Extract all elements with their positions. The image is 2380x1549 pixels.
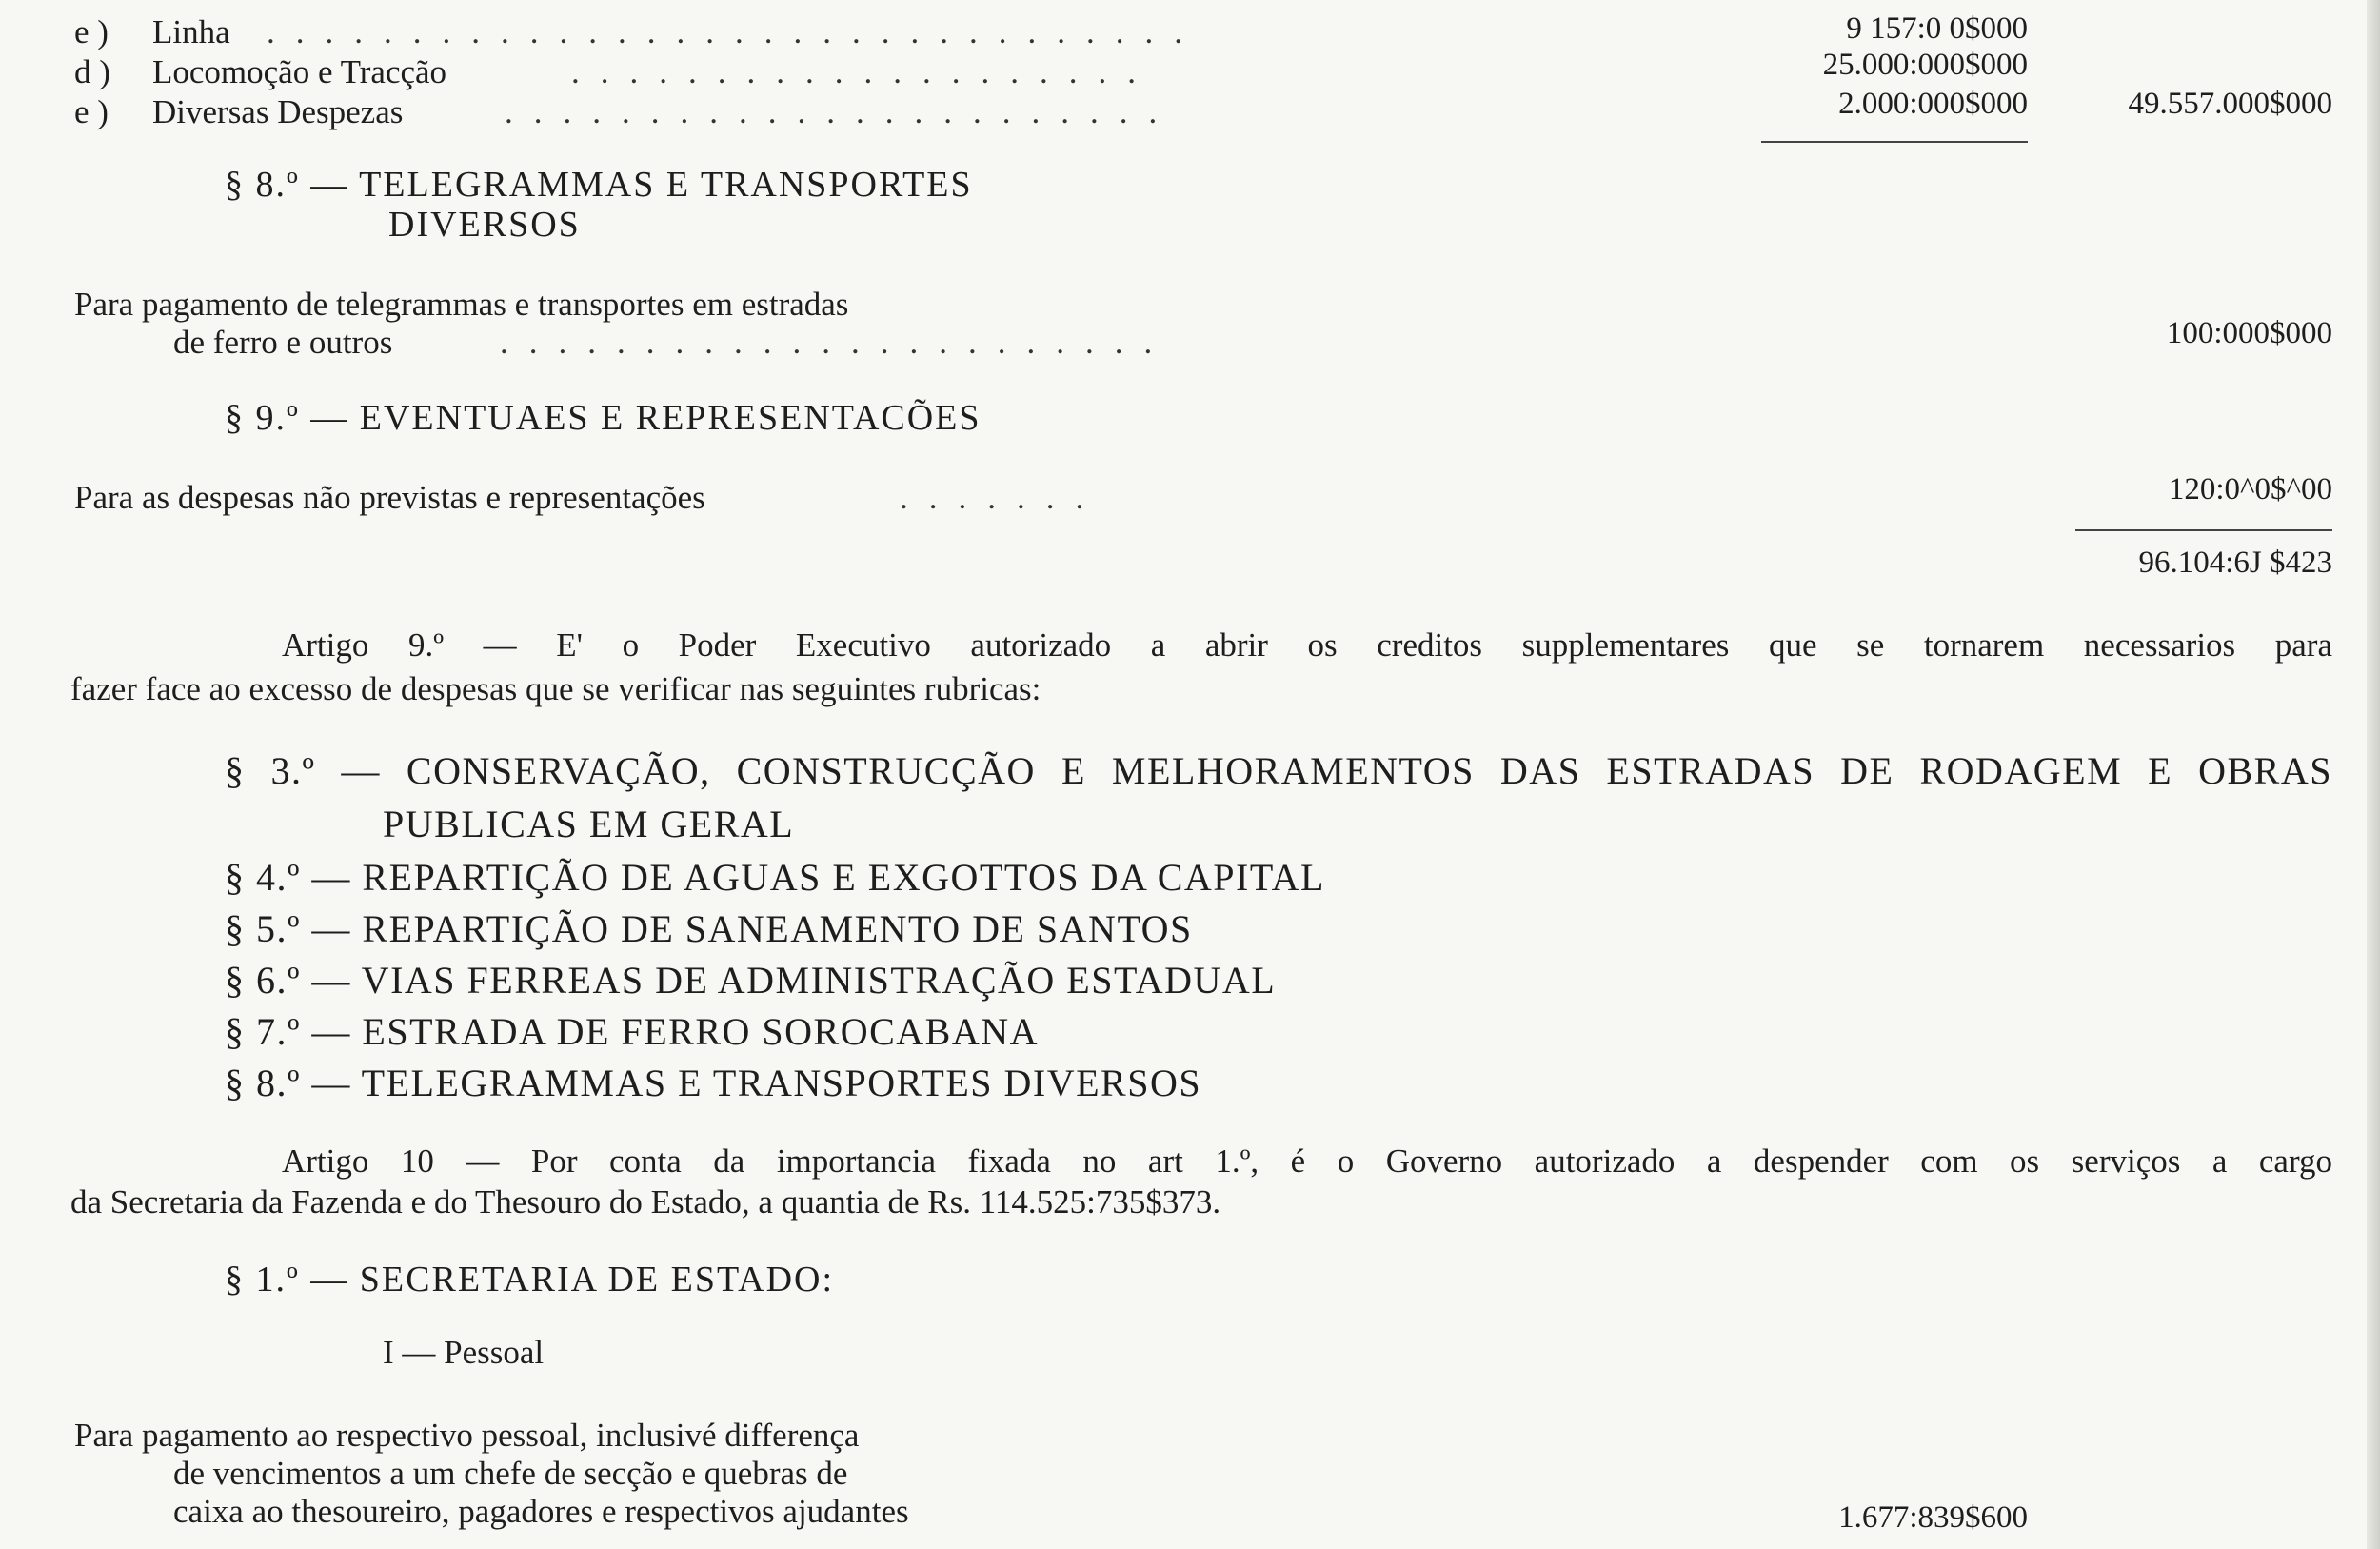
section-1-title: § 1.º — SECRETARIA DE ESTADO: [225, 1260, 835, 1300]
artigo-10-line1: Artigo 10 — Por conta da importancia fixada no art 1.º, é o Governo autorizado a despender com os serviços a cargo [282, 1142, 2332, 1180]
artigo-10-line2: da Secretaria da Fazenda e do Thesouro do Estado, a quantia de Rs. 114.525:735$373. [70, 1183, 1221, 1221]
amount-linha: 9 157:0 0$000 [1846, 11, 2028, 46]
item-label-diversas: Diversas Despezas [152, 93, 404, 130]
section-8-amount: 100:000$000 [2166, 316, 2332, 350]
leader-dots: ....................... [505, 93, 1179, 130]
section-9-amount: 120:0^0$^00 [2168, 472, 2332, 506]
rubrica-4: § 4.º — REPARTIÇÃO DE AGUAS E EXGOTTOS DA CAPITAL [225, 856, 1325, 899]
sum-rule [1761, 141, 2028, 143]
rubrica-3-cont: PUBLICAS EM GERAL [383, 803, 795, 845]
leader-dots: ....................... [500, 324, 1174, 361]
section-8-desc: Para pagamento de telegrammas e transportes em estradas [74, 286, 849, 323]
section-8-title-cont: DIVERSOS [388, 205, 581, 245]
item-label-linha: Linha [152, 13, 230, 50]
section-9-title: § 9.º — EVENTUAES E REPRESENTACÕES [225, 398, 982, 438]
section-9-desc: Para as despesas não previstas e representações [74, 479, 705, 516]
page-edge-shadow [2367, 0, 2380, 1549]
rubrica-5: § 5.º — REPARTIÇÃO DE SANEAMENTO DE SANTOS [225, 907, 1193, 950]
item-label-locomocao: Locomoção e Tracção [152, 53, 447, 90]
leader-dots: ................................ [267, 13, 1203, 50]
item-key: e ) [74, 93, 109, 130]
section-1-subtitle: I — Pessoal [383, 1334, 545, 1371]
grand-total: 96.104:6J $423 [2138, 546, 2332, 580]
total-amount-top: 49.557.000$000 [2128, 87, 2332, 121]
leader-dots: ....... [900, 479, 1105, 516]
section-1-desc-cont2: caixa ao thesoureiro, pagadores e respectivos ajudantes [173, 1493, 909, 1530]
artigo-9-line1: Artigo 9.º — E' o Poder Executivo autorizado a abrir os creditos supplementares que se tornarem necessarios para [282, 626, 2332, 664]
item-key: e ) [74, 13, 109, 50]
leader-dots: .................... [571, 53, 1157, 90]
amount-locomocao: 25.000:000$000 [1822, 48, 2028, 82]
section-1-desc: Para pagamento ao respectivo pessoal, inclusivé differença [74, 1417, 860, 1454]
section-8-desc-cont: de ferro e outros [173, 324, 393, 361]
artigo-9-line2: fazer face ao excesso de despesas que se verificar nas seguintes rubricas: [70, 670, 1041, 707]
section-1-desc-cont: de vencimentos a um chefe de secção e quebras de [173, 1455, 848, 1492]
amount-diversas: 2.000:000$000 [1838, 87, 2028, 121]
section-1-amount: 1.677:839$600 [1838, 1500, 2028, 1535]
rubrica-8: § 8.º — TELEGRAMMAS E TRANSPORTES DIVERSOS [225, 1062, 1202, 1104]
section-8-title: § 8.º — TELEGRAMMAS E TRANSPORTES [225, 165, 973, 205]
sum-rule [2075, 529, 2332, 531]
rubrica-6: § 6.º — VIAS FERREAS DE ADMINISTRAÇÃO ESTADUAL [225, 959, 1277, 1002]
rubrica-3: § 3.º — CONSERVAÇÃO, CONSTRUCÇÃO E MELHORAMENTOS DAS ESTRADAS DE RODAGEM E OBRAS [225, 749, 2332, 792]
item-key: d ) [74, 53, 110, 90]
rubrica-7: § 7.º — ESTRADA DE FERRO SOROCABANA [225, 1010, 1039, 1053]
